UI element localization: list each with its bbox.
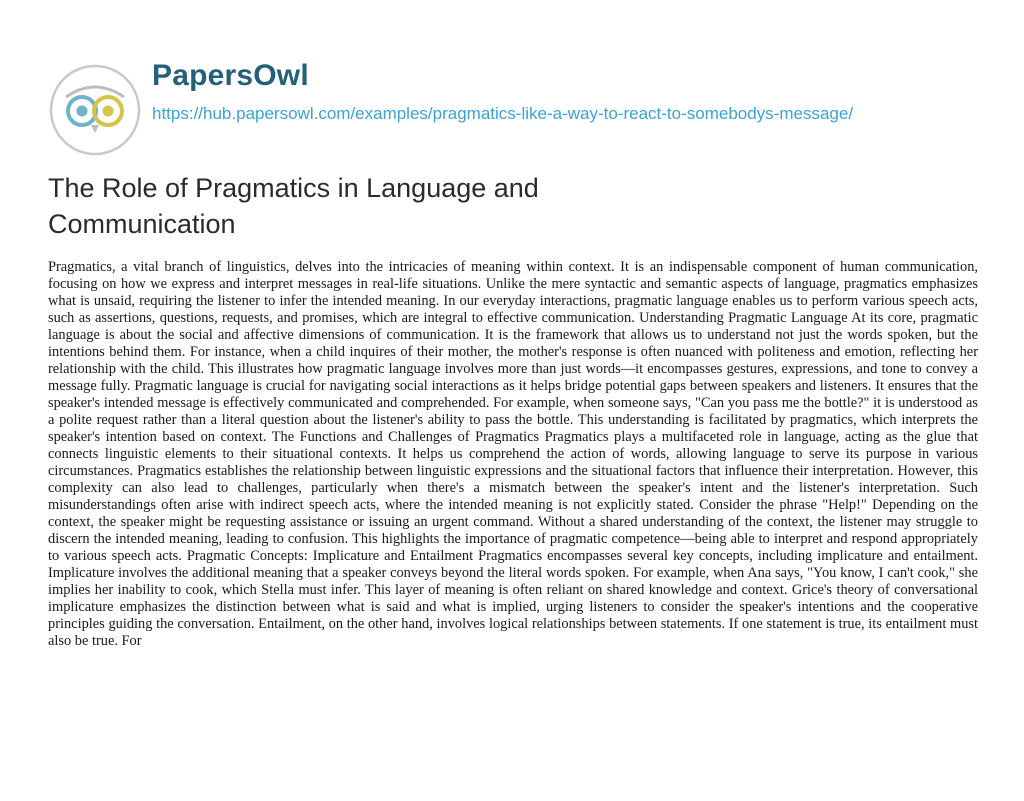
source-url-link[interactable]: https://hub.papersowl.com/examples/pragmatics-like-a-way-to-react-to-somebodys-message/ — [152, 104, 854, 123]
document-body: Pragmatics, a vital branch of linguistics, delves into the intricacies of meaning within context. It is an indispensable component of human communication, focusing on how we express and interpret messages in real-life situations. Unlike the mere syntactic and semantic aspects of language, pragmatics emphasizes what is unsaid, requiring the listener to infer the intended meaning. In our everyday interactions, pragmatic language enables us to perform various speech acts, such as assertions, questions, requests, and promises, which are integral to effective communication. Understanding Pragmatic Language At its core, pragmatic language is about the social and affective dimensions of communication. It is the framework that allows us to understand not just the words spoken, but the intentions behind them. For instance, when a child inquires of their mother, the mother's response is often nuanced with politeness and emotion, reflecting her relationship with the child. This illustrates how pragmatic language involves more than just words—it encompasses gestures, expressions, and tone to convey a message fully. Pragmatic language is crucial for navigating social interactions as it helps bridge potential gaps between speakers and listeners. It ensures that the speaker's intended message is effectively communicated and comprehended. For example, when someone says, "Can you pass me the bottle?" it is understood as a polite request rather than a literal question about the listener's ability to pass the bottle. This understanding is facilitated by pragmatics, which interprets the speaker's intention based on context. The Functions and Challenges of Pragmatics Pragmatics plays a multifaceted role in language, acting as the glue that connects linguistic elements to their situational contexts. It helps us comprehend the action of words, allowing language to serve its purpose in various circumstances. Pragmatics establishes the relationship between linguistic expressions and the situational factors that influence their interpretation. However, this complexity can also lead to challenges, particularly when there's a mismatch between the speaker's intent and the listener's interpretation. Such misunderstandings often arise with indirect speech acts, where the intended meaning is not explicitly stated. Consider the phrase "Help!" Depending on the context, the speaker might be requesting assistance or issuing an urgent command. Without a shared understanding of the context, the listener may struggle to discern the intended meaning, leading to confusion. This highlights the importance of pragmatic competence—being able to interpret and respond appropriately to various speech acts. Pragmatic Concepts: Implicature and Entailment Pragmatics encompasses several key concepts, including implicature and entailment. Implicature involves the additional meaning that a speaker conveys beyond the literal words spoken. For example, when Ana says, "You know, I can't cook," she implies her inability to cook, which Stella must infer. This layer of meaning is often reliant on shared knowledge and context. Grice's theory of conversational implicature emphasizes the distinction between what is said and what is implied, urging listeners to consider the speaker's intentions and the cooperative principles guiding the conversation. Entailment, on the other hand, involves logical relationships between statements. If one statement is true, its entailment must also be true. For — [48, 259, 978, 649]
owl-logo-icon — [48, 63, 142, 157]
site-header — [48, 57, 988, 147]
document-title: The Role of Pragmatics in Language and Communication — [48, 173, 539, 239]
brand-name: PapersOwl — [152, 59, 309, 92]
